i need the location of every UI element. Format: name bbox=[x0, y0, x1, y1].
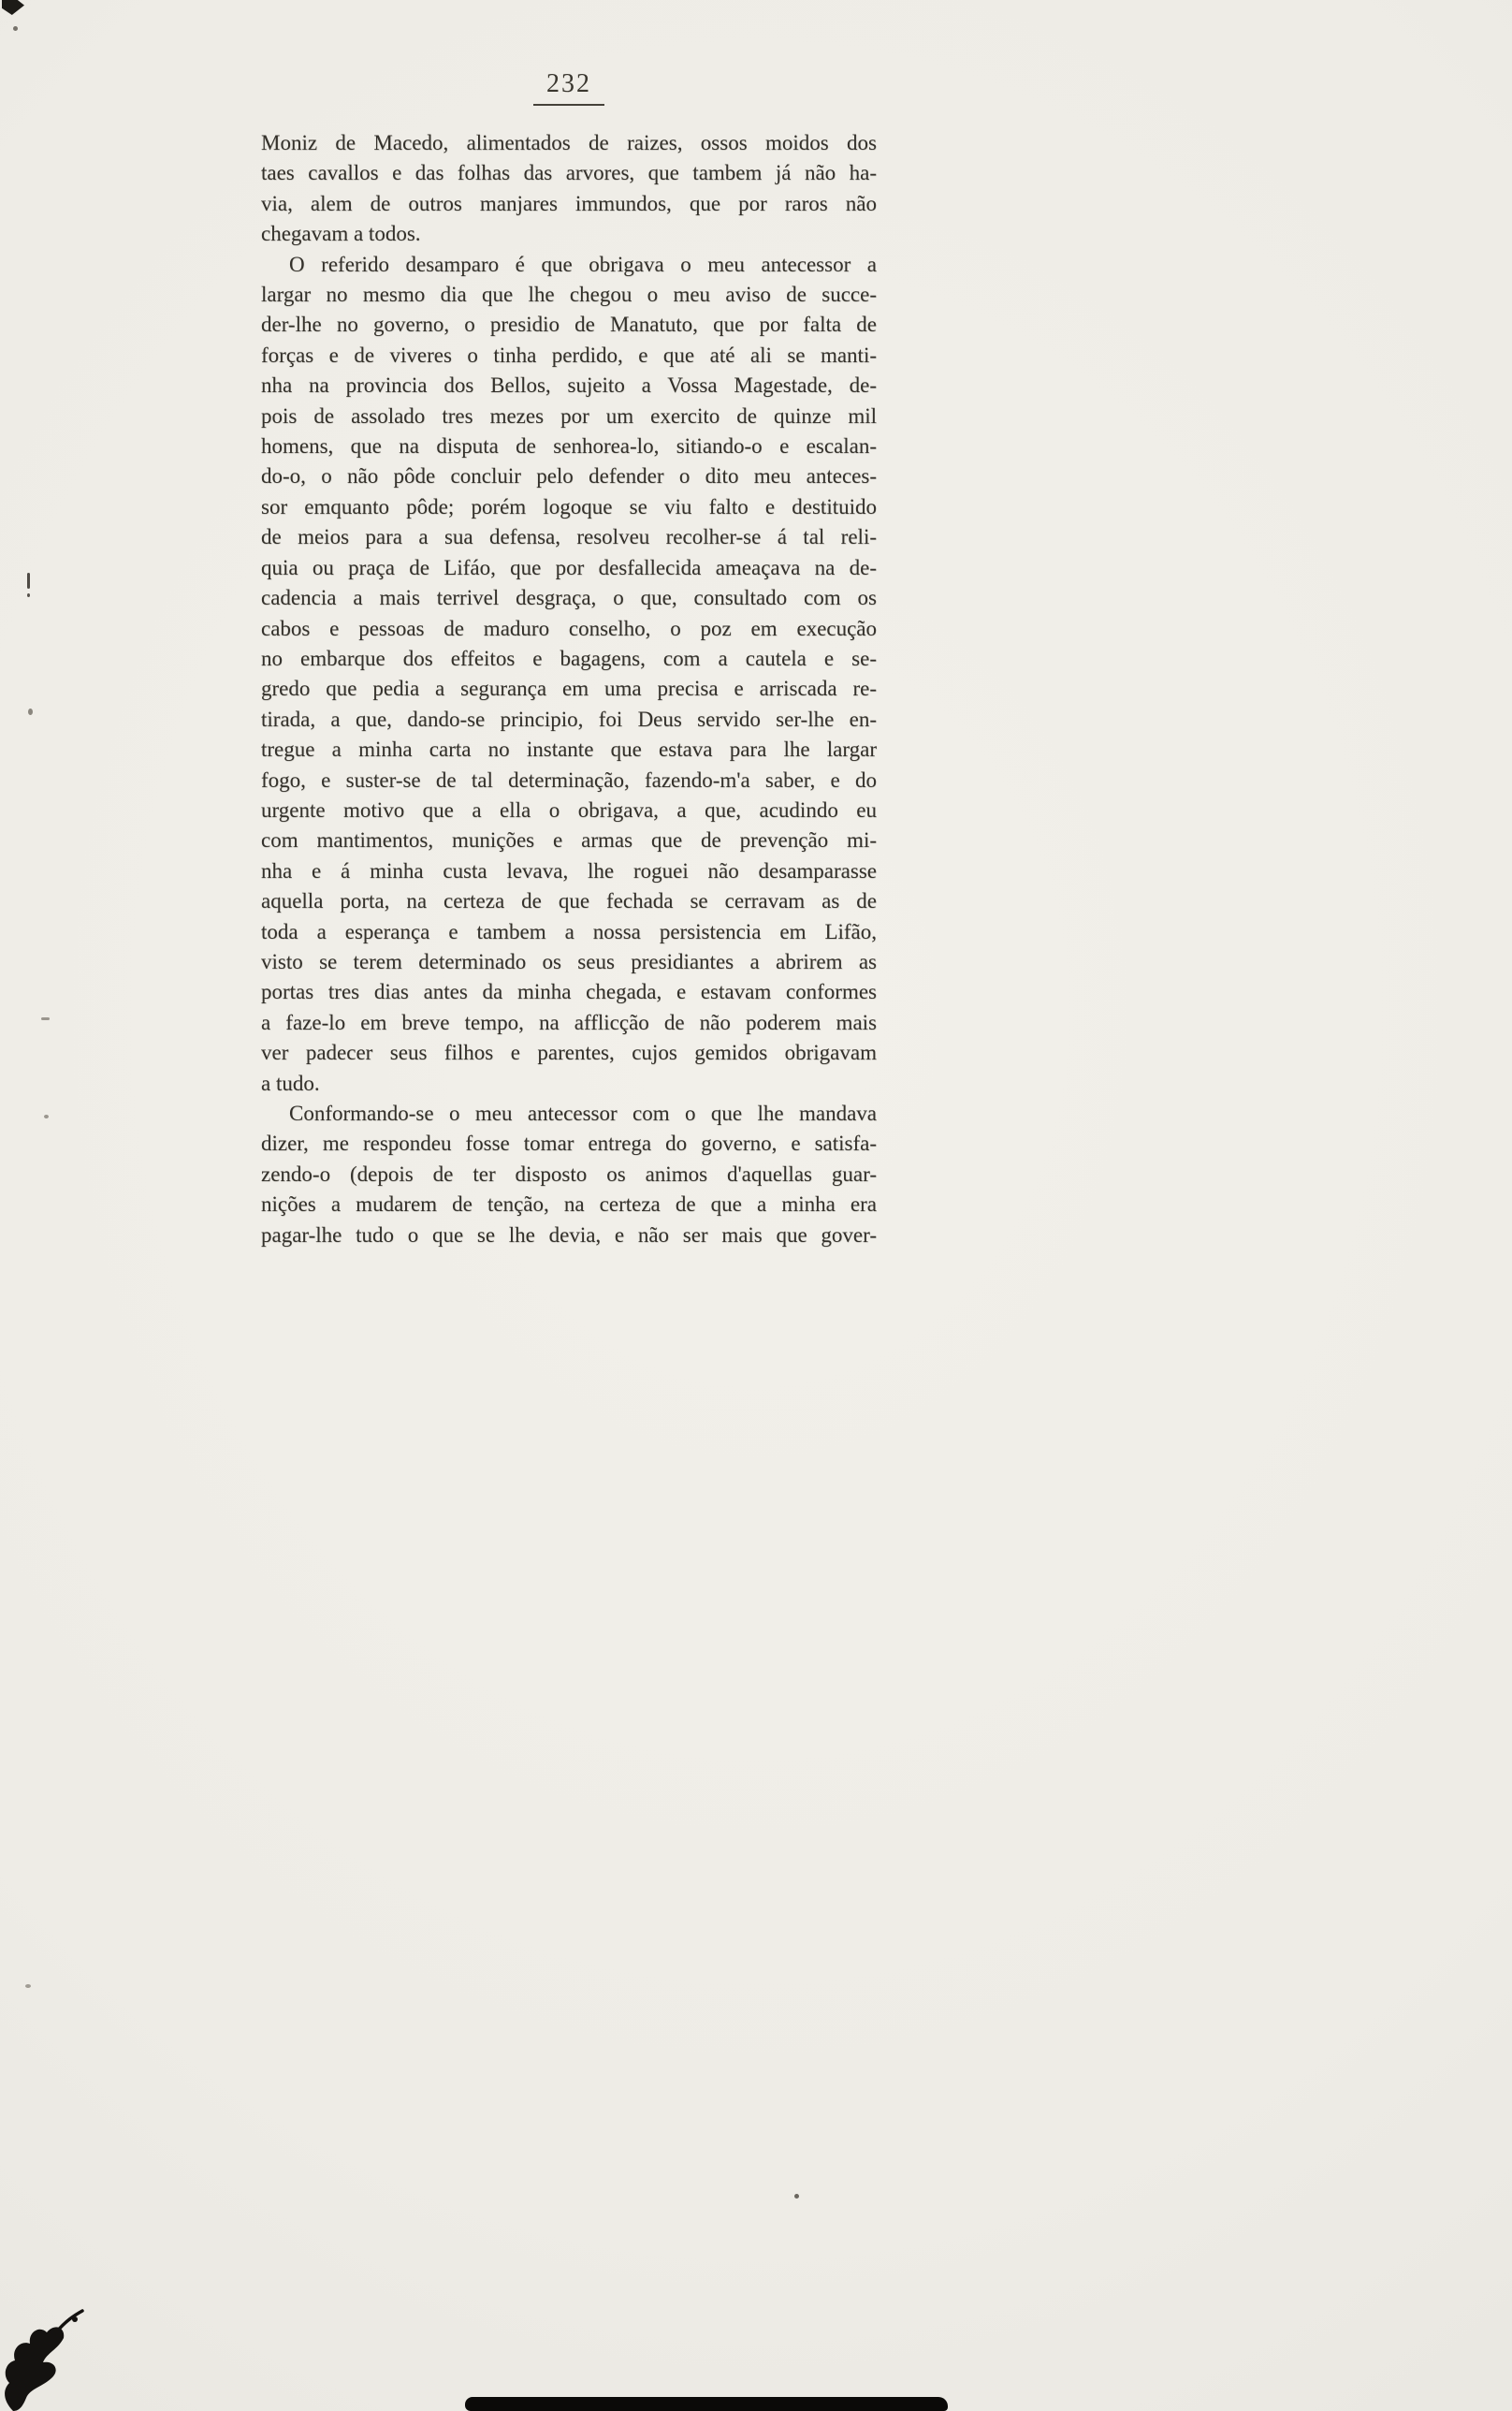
text-line: portas tres dias antes da minha chegada, e estavam conformes bbox=[261, 980, 877, 1004]
text-line: dizer, me respondeu fosse tomar entrega do governo, e satisfa- bbox=[261, 1132, 877, 1156]
text-line: homens, que na disputa de senhorea-lo, sitiando-o e escalan- bbox=[261, 434, 877, 459]
text-line: largar no mesmo dia que lhe chegou o meu aviso de succe- bbox=[261, 283, 877, 307]
text-line: nições a mudarem de tenção, na certeza de que a minha era bbox=[261, 1192, 877, 1217]
ink-speck bbox=[794, 2194, 799, 2199]
text-line: pois de assolado tres mezes por um exercito de quinze mil bbox=[261, 403, 877, 428]
paragraph bbox=[261, 250, 877, 1099]
ink-speck bbox=[44, 1115, 49, 1118]
ink-blot bbox=[0, 2304, 89, 2411]
margin-mark-dot bbox=[27, 593, 30, 597]
text-line: no embarque dos effeitos e bagagens, com a cautela e se- bbox=[261, 646, 877, 670]
text-line: sor emquanto pôde; porém logoque se viu falto e destituido bbox=[261, 494, 877, 519]
text-line: do-o, o não pôde concluir pelo defender o dito meu anteces- bbox=[261, 464, 877, 489]
text-line: der-lhe no governo, o presidio de Manatuto, que por falta de bbox=[261, 313, 877, 337]
text-line: toda a esperança e tambem a nossa persistencia em Lifão, bbox=[261, 919, 877, 943]
ink-speck bbox=[41, 1017, 50, 1020]
text-line: Moniz de Macedo, alimentados de raizes, ossos moidos dos bbox=[261, 131, 877, 154]
text-line: nha na provincia dos Bellos, sujeito a Vossa Magestade, de- bbox=[261, 373, 877, 398]
text-line: forças e de viveres o tinha perdido, e que até ali se manti- bbox=[261, 343, 877, 367]
text-line: urgente motivo que a ella o obrigava, a que, acudindo eu bbox=[261, 797, 877, 822]
text-line: ver padecer seus filhos e parentes, cujos gemidos obrigavam bbox=[261, 1041, 877, 1065]
text-line: nha e á minha custa levava, lhe roguei não desamparasse bbox=[261, 858, 877, 883]
text-line: taes cavallos e das folhas das arvores, que tambem já não ha- bbox=[261, 161, 877, 185]
text-line: gredo que pedia a segurança em uma precisa e arriscada re- bbox=[261, 677, 877, 701]
text-line: visto se terem determinado os seus presidiantes a abrirem as bbox=[261, 949, 877, 973]
text-line: via, alem de outros manjares immundos, que por raros não bbox=[261, 191, 877, 215]
paragraph bbox=[261, 1099, 877, 1250]
ink-speck bbox=[28, 709, 33, 715]
page-number-rule bbox=[533, 104, 604, 106]
page-header bbox=[261, 69, 877, 106]
scan-edge-bar bbox=[465, 2397, 948, 2411]
text-line: chegavam a todos. bbox=[261, 222, 421, 246]
text-line: aquella porta, na certeza de que fechada se cerravam as de bbox=[261, 889, 877, 913]
text-line: tregue a minha carta no instante que estava para lhe largar bbox=[261, 738, 877, 762]
text-line: fogo, e suster-se de tal determinação, fazendo-m'a saber, e do bbox=[261, 767, 877, 792]
text-line: Conformando-se o meu antecessor com o que lhe mandava bbox=[289, 1102, 877, 1125]
text-line: com mantimentos, munições e armas que de prevenção mi- bbox=[261, 828, 877, 853]
text-line: a tudo. bbox=[261, 1071, 320, 1095]
ink-speck bbox=[25, 1984, 31, 1988]
text-line: quia ou praça de Lifáo, que por desfallecida ameaçava na de- bbox=[261, 555, 877, 579]
text-line: tirada, a que, dando-se principio, foi Deus servido ser-lhe en- bbox=[261, 707, 877, 731]
paragraph bbox=[261, 128, 877, 250]
margin-mark bbox=[27, 573, 30, 589]
book-page-text-column bbox=[261, 69, 877, 1250]
text-line: de meios para a sua defensa, resolveu recolher-se á tal reli- bbox=[261, 525, 877, 549]
text-line: pagar-lhe tudo o que se lhe devia, e não ser mais que gover- bbox=[261, 1222, 877, 1247]
body-text bbox=[261, 128, 877, 1250]
page-number: 232 bbox=[546, 69, 591, 98]
text-line: a faze-lo em breve tempo, na afflicção de não poderem mais bbox=[261, 1010, 877, 1034]
text-line: cabos e pessoas de maduro conselho, o poz em execução bbox=[261, 616, 877, 640]
text-line: O referido desamparo é que obrigava o meu antecessor a bbox=[289, 252, 877, 276]
text-line: zendo-o (depois de ter disposto os animos d'aquellas guar- bbox=[261, 1162, 877, 1186]
text-line: cadencia a mais terrivel desgraça, o que, consultado com os bbox=[261, 586, 877, 610]
scan-artifact-top-left bbox=[2, 0, 24, 15]
ink-speck bbox=[13, 26, 18, 31]
